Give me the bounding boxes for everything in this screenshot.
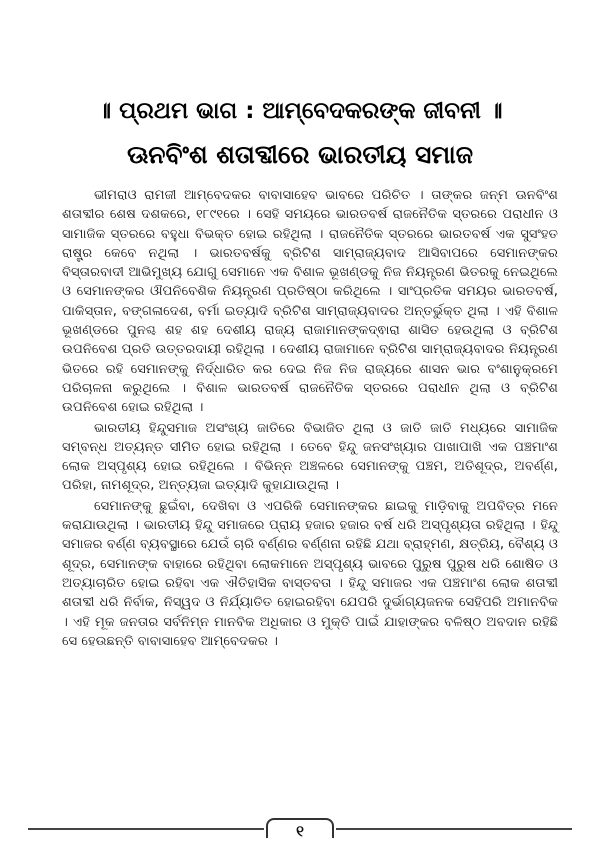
part-title: ॥ ପ୍ରଥମ ଭାଗ : ଆମ୍ବେଦକରଙ୍କ ଜୀବନୀ ॥ bbox=[97, 98, 503, 124]
footer-rule-left bbox=[28, 828, 264, 830]
paragraph: ସେମାନଙ୍କୁ ଛୁଇଁବା, ଦେଖିବା ଓ ଏପରିକି ସେମାନଙ୍କର ଛାଇକୁ ମାଡ଼ିବାକୁ ଅପବିତ୍ର ମନେ କରାଯାଉଥିଲା । ଭାରତୀୟ ହିନ୍ଦୁ ସମାଜରେ ପ୍ରାୟ ହଜାର ହଜାର ବର୍ଷ ଧରି ଅସ୍ପୃଶ୍ୟତା ରହିଥିଲା । ହିନ୍ଦୁ ସମାଜର ବର୍ଣ୍ଣ ବ୍ୟବସ୍ଥାରେ ଯେଉଁ ଚାରି ବର୍ଣ୍ଣର ବର୍ଣ୍ଣନା ରହିଛି ଯଥା ବ୍ରାହ୍ମଣ, କ୍ଷତ୍ରିୟ, ବୈଶ୍ୟ ଓ ଶୂଦ୍ର, ସେମାନଙ୍କ ବାହାରେ ରହିଥିବା ଲୋକମାନେ ଅସ୍ପୃଶ୍ୟ ଭାବରେ ପୁରୁଷ ପୁରୁଷ ଧରି ଶୋଷିତ ଓ ଅତ୍ୟାଚାରିତ ହୋଇ ରହିବା ଏକ ଐତିହାସିକ ବାସ୍ତବତା । ହିନ୍ଦୁ ସମାଜର ଏକ ପଞ୍ଚମାଂଶ ଲୋକ ଶତାବ୍ଦୀ ଶତାବ୍ଦୀ ଧରି ନିର୍ବାକ, ନିସ୍ୱଦ ଓ ନିର୍ଯ୍ୟାତିତ ହୋଇରହିବା ଯେପରି ଦୁର୍ଭାଗ୍ୟଜନକ ସେହିପରି ଅମାନବିକ । ଏହି ମୂକ ଜନତାର ସର୍ବନିମ୍ନ ମାନବିକ ଅଧିକାର ଓ ମୁକ୍ତି ପାଇଁ ଯାହାଙ୍କର ବଳିଷ୍ଠ ଅବଦାନ ରହିଛି ସେ ହେଉଛନ୍ତି ବାବାସାହେବ ଆମ୍ବେଦକର । bbox=[62, 498, 558, 649]
page-footer bbox=[0, 818, 600, 838]
paragraph: ଭୀମରାଓ ରାମଜୀ ଆମ୍ବେଦକର ବାବାସାହେବ ଭାବରେ ପରିଚିତ । ତାଙ୍କର ଜନ୍ମ ଊନବିଂଶ ଶତାବ୍ଦୀର ଶେଷ ଦଶକରେ, ୧୮୯୧ରେ । ସେହି ସମୟରେ ଭାରତବର୍ଷ ରାଜନୈତିକ ସ୍ତରରେ ପରାଧୀନ ଓ ସାମାଜିକ ସ୍ତରରେ ବହୁଧା ବିଭକ୍ତ ହୋଇ ରହିଥିଲା । ରାଜନୈତିକ ସ୍ତରରେ ଭାରତବର୍ଷ ଏକ ସୁସଂହତ ରାଷ୍ଟ୍ର କେବେ ନଥିଲା । ଭାରତବର୍ଷକୁ ବ୍ରିଟିଶ ସାମ୍ରାଜ୍ୟବାଦ ଆସିବାପରେ ସେମାନଙ୍କର ବିସ୍ତାରବାଦୀ ଆଭିମୁଖ୍ୟ ଯୋଗୁ ସେମାନେ ଏକ ବିଶାଳ ଭୂଖଣ୍ଡକୁ ନିଜ ନିୟନ୍ତ୍ରଣ ଭିତରକୁ ନେଇଥିଲେ ଓ ସେମାନଙ୍କର ଔପନିବେଶିକ ନିୟନ୍ତ୍ରଣ ପ୍ରତିଷ୍ଠା କରିଥିଲେ । ସାଂପ୍ରତିକ ସମୟର ଭାରତବର୍ଷ, ପାକିସ୍ତାନ, ବଙ୍ଗଳାଦେଶ, ବର୍ମା ଇତ୍ୟାଦି ବ୍ରିଟିଶ ସାମ୍ରାଜ୍ୟବାଦର ଅନ୍ତର୍ଭୁକ୍ତ ଥିଲା । ଏହି ବିଶାଳ ଭୂଖଣ୍ଡରେ ପୁନଶ୍ଚ ଶହ ଶହ ଦେଶୀୟ ରାଜ୍ୟ ରାଜାମାନଙ୍କଦ୍ଵାରା ଶାସିତ ହେଉଥିଲା ଓ ବ୍ରିଟିଶ ଉପନିବେଶ ପ୍ରତି ଉତ୍ତରଦାୟୀ ରହିଥିଲା । ଦେଶୀୟ ରାଜାମାନେ ବ୍ରିଟିଶ ସାମ୍ରାଜ୍ୟବାଦର ନିୟନ୍ତ୍ରଣ ଭିତରେ ରହି ସେମାନଙ୍କୁ ନିର୍ଦ୍ଧାରିତ କର ଦେଇ ନିଜ ନିଜ ରାଜ୍ୟରେ ଶାସନ ଭାର ବଂଶାନୁକ୍ରମେ ପରିଚାଳନା କରୁଥିଲେ । ବିଶାଳ ଭାରତବର୍ଷ ରାଜନୈତିକ ସ୍ତରରେ ପରାଧୀନ ଥିଲା ଓ ବ୍ରିଟିଶ ଉପନିବେଶ ହୋଇ ରହିଥିଲା । bbox=[62, 188, 558, 416]
footer-rule-right bbox=[336, 828, 572, 830]
chapter-title: ଊନବିଂଶ ଶତାବ୍ଦୀରେ ଭାରତୀୟ ସମାଜ bbox=[126, 140, 473, 169]
page-number: ୧ bbox=[266, 818, 334, 838]
body-text bbox=[62, 186, 558, 651]
paragraph: ଭାରତୀୟ ହିନ୍ଦୁସମାଜ ଅସଂଖ୍ୟ ଜାତିରେ ବିଭାଜିତ ଥିଲା ଓ ଜାତି ଜାତି ମଧ୍ୟରେ ସାମାଜିକ ସମ୍ବନ୍ଧ ଅତ୍ୟନ୍ତ ସୀମିତ ହୋଇ ରହିଥିଲା । ତେବେ ହିନ୍ଦୁ ଜନସଂଖ୍ୟାର ପାଖାପାଖି ଏକ ପଞ୍ଚମାଂଶ ଲୋକ ଅସ୍ପୃଶ୍ୟ ହୋଇ ରହିଥିଲେ । ବିଭିନ୍ନ ଅଞ୍ଚଳରେ ସେମାନଙ୍କୁ ପଞ୍ଚମ, ଅତିଶୂଦ୍ର, ଅବର୍ଣ୍ଣ, ପରିହା, ନାମଶୂଦ୍ର, ଅନ୍ତ୍ୟଜା ଇତ୍ୟାଦି କୁହାଯାଉଥିଲା । bbox=[62, 420, 558, 494]
